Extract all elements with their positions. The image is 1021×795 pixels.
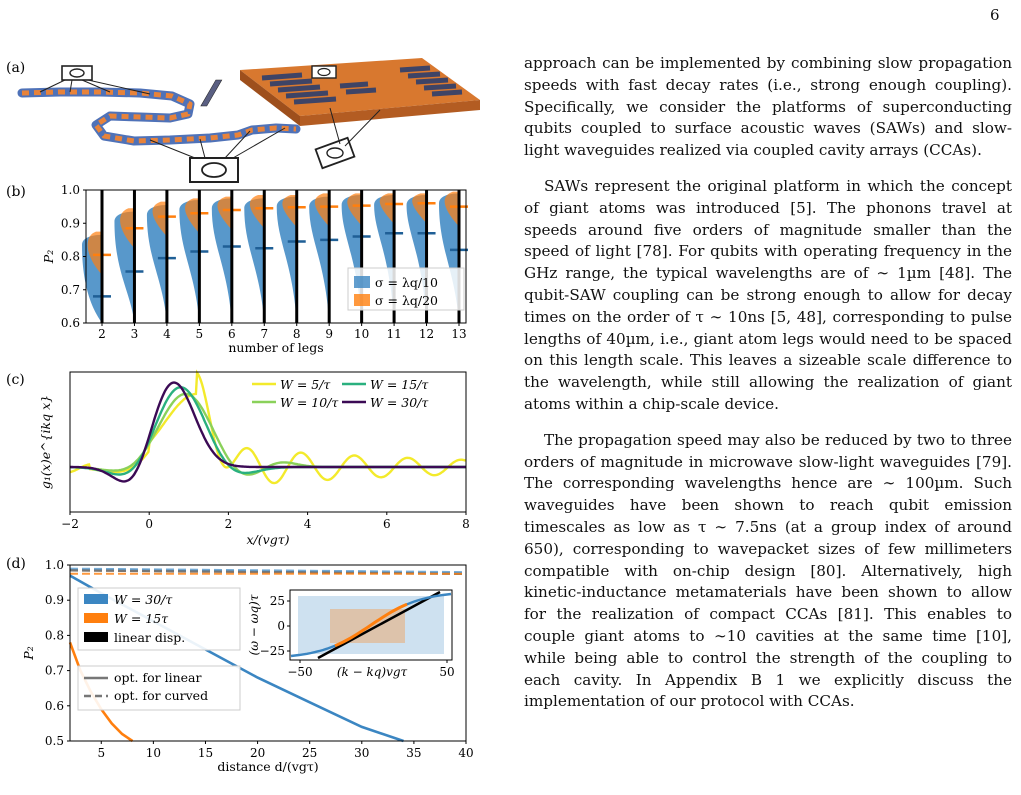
- xtick-label: 2: [224, 517, 233, 531]
- y-axis-label: P₂: [21, 646, 36, 660]
- ytick-label: 1.0: [44, 558, 64, 572]
- xtick-label: 35: [406, 746, 422, 760]
- schematic-panel-a: [22, 58, 480, 182]
- paragraph-1: approach can be implemented by combining slow propagation speeds with fast decay rates (i.e., strong enough coupling). Specifically, we consider the platforms of superconducting qubits coupled to surface acoustic waves (SAWs) and slow-light waveguides realized via coupled cavity arrays (CCAs).: [524, 54, 1012, 160]
- legend-swatch: [84, 632, 108, 642]
- xtick-label: 12: [418, 327, 435, 341]
- ytick-label: 0.8: [44, 628, 64, 643]
- x-axis-label: x/(vgτ): [246, 532, 290, 547]
- x-axis-label: number of legs: [228, 340, 324, 355]
- panel-label-b: (b): [6, 184, 26, 200]
- chart-panel-c: [38, 372, 470, 547]
- xtick-label: 10: [353, 327, 370, 341]
- xtick-label: 25: [302, 746, 318, 760]
- legend-swatch: [354, 294, 370, 306]
- inset-x-label: (k − kq)vgτ: [336, 665, 408, 679]
- legend-label: σ = λq/10: [375, 275, 438, 290]
- ytick-label: 1.0: [60, 183, 80, 197]
- panel-label-d: (d): [6, 556, 26, 572]
- legend-label: W = 30/τ: [114, 592, 173, 607]
- chart-panel-b: [41, 183, 468, 355]
- inset-ytick-label: −25: [259, 644, 285, 658]
- legend-label: W = 15τ: [114, 611, 169, 626]
- ytick-label: 0.9: [44, 593, 64, 608]
- legend-swatch: [84, 613, 108, 623]
- xtick-label: 10: [145, 746, 162, 760]
- xtick-label: 20: [249, 746, 266, 760]
- xtick-label: 30: [354, 746, 370, 760]
- xtick-label: 6: [382, 517, 391, 531]
- ytick-label: 0.6: [60, 316, 80, 330]
- y-axis-label: g₁(x)e^{ikq x}: [38, 394, 53, 490]
- paragraph-2: SAWs represent the original platform in which the concept of giant atoms was introduced [5]. The phonons travel at speeds around five orders of magnitude smaller than the speed of light [78]. For qubits with operating frequency in the GHz range, the typical wavelengths are of ∼ 1µm [48]. The qubit-SAW coupling can be strong enough to allow for decay times on the order of τ ∼ 10ns [5, 48], corresponding to pulse lengths of 40µm, i.e., giant atom legs would need to be spaced on this length scale. This leaves a sizeable scale difference to the wavelength, while still allowing the realization of giant atoms within a chip-scale device.: [524, 176, 1012, 413]
- y-axis-label: P₂: [41, 249, 56, 264]
- inset-ytick-label: 25: [269, 594, 285, 608]
- legend-label: σ = λq/20: [375, 293, 438, 308]
- xtick-label: 40: [458, 746, 474, 760]
- legend-swatch: [354, 276, 370, 288]
- inset-xtick-label: −50: [287, 665, 313, 679]
- xtick-label: 4: [303, 517, 312, 531]
- xtick-label: 0: [145, 517, 154, 531]
- legend-label: W = 15/τ: [370, 377, 429, 392]
- ytick-label: 0.5: [44, 734, 64, 748]
- panel-label-c: (c): [6, 372, 25, 388]
- xtick-label: 8: [292, 327, 301, 341]
- chart-panel-d: [21, 558, 474, 774]
- legend-label: opt. for linear: [114, 670, 202, 685]
- xtick-label: 5: [195, 327, 204, 341]
- legend-label: linear disp.: [114, 630, 186, 645]
- xtick-label: −2: [61, 517, 79, 531]
- xtick-label: 8: [462, 517, 470, 531]
- xtick-label: 9: [325, 327, 334, 341]
- plot-frame: [70, 372, 466, 512]
- legend-label: W = 10/τ: [280, 395, 339, 410]
- xtick-label: 15: [197, 746, 214, 760]
- qubit-icon-chip-top: [312, 66, 336, 78]
- legend-swatch: [84, 594, 108, 604]
- panel-label-a: (a): [6, 60, 26, 76]
- ytick-label: 0.6: [44, 698, 64, 713]
- ytick-label: 0.9: [60, 216, 80, 231]
- xtick-label: 5: [97, 746, 106, 760]
- saw-chip: [201, 58, 480, 126]
- legend-label: W = 30/τ: [370, 395, 429, 410]
- xtick-label: 11: [386, 327, 402, 341]
- body-text-column: [524, 53, 1012, 727]
- paragraph-3: The propagation speed may also be reduced by two to three orders of magnitude in microwave slow-light waveguides [79]. The corresponding wavelengths hence are ∼ 100µm. Such waveguides have been shown to reach qubit emission timescales as low as τ ∼ 7.5ns (at a group index of around 650), corresponding to wavepacket sizes of few millimeters compatible with on-chip design [80]. Alternatively, high kinetic-inductance metamaterials have been shown to allow for the realization of compact CCAs [81]. This enables to couple giant atoms to ∼10 cavities at the same time [10], while being able to control the strength of the coupling to each cavity. In Appendix B 1 we explicitly discuss the implementation of our protocol with CCAs.: [524, 430, 1012, 711]
- legend-label: opt. for curved: [114, 688, 209, 703]
- inset-ytick-label: 0: [277, 619, 285, 633]
- legend-label: W = 5/τ: [280, 377, 331, 392]
- ytick-label: 0.8: [60, 249, 80, 264]
- inset-y-label: (ω − ωq)τ: [247, 594, 261, 656]
- xtick-label: 13: [451, 327, 467, 341]
- ytick-label: 0.7: [44, 663, 64, 678]
- xtick-label: 2: [98, 327, 106, 341]
- xtick-label: 7: [260, 327, 269, 341]
- xtick-label: 6: [227, 327, 236, 341]
- xtick-label: 3: [130, 327, 139, 341]
- page-number: 6: [990, 6, 1000, 24]
- inset-xtick-label: 50: [439, 665, 455, 679]
- xtick-label: 4: [163, 327, 171, 341]
- x-axis-label: distance d/(vgτ): [217, 759, 319, 774]
- ytick-label: 0.7: [60, 282, 80, 297]
